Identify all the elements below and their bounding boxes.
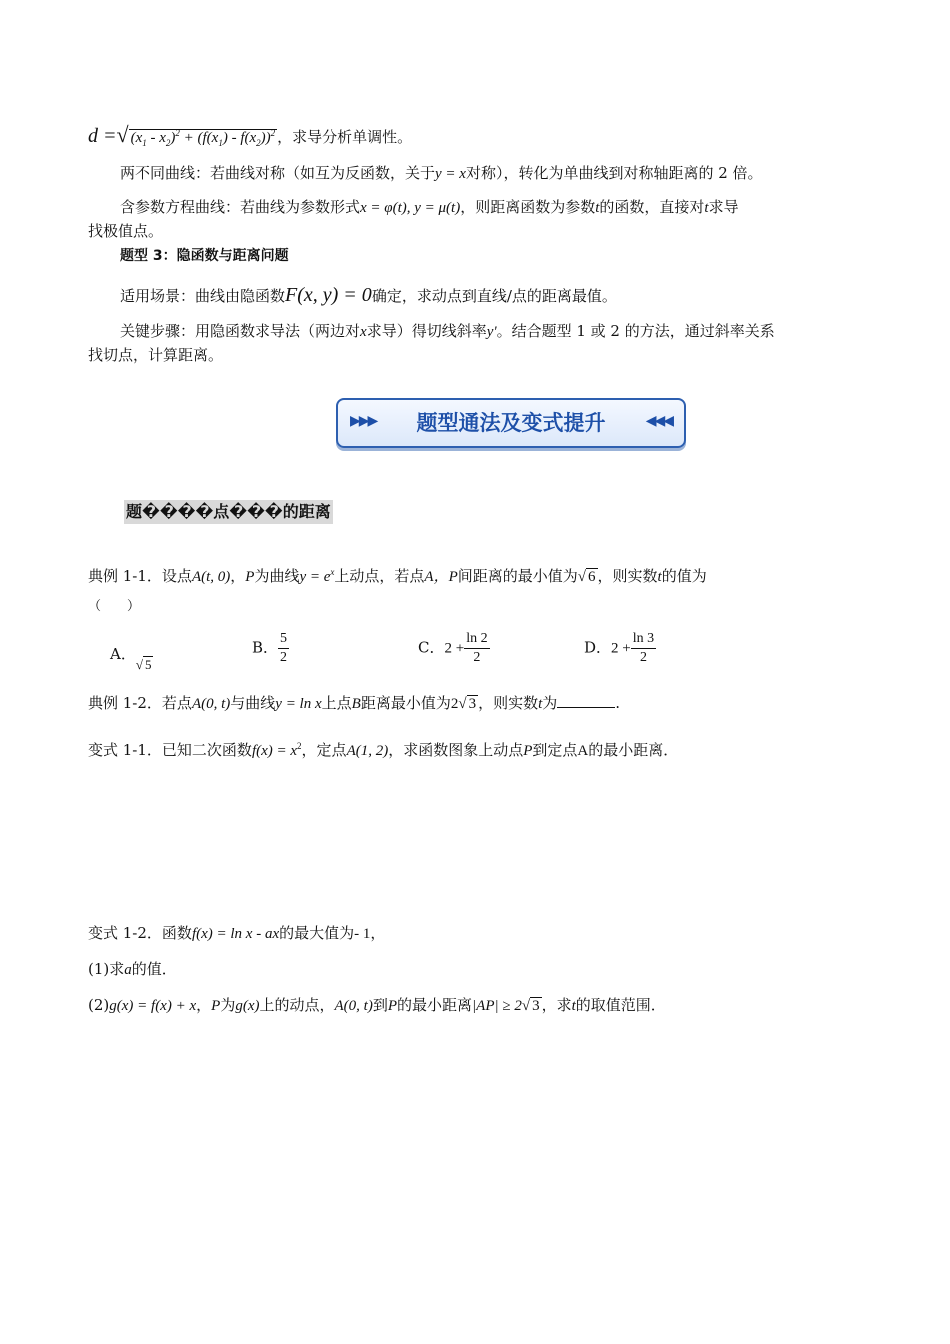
exponent-x: x [330,567,335,577]
option-a-label: A． [110,645,136,663]
banner-left-arrows-icon: ▶▶▶ [350,413,377,429]
example-1-1-text-f: 的值为 [661,567,707,585]
option-c-label: C． [418,638,445,657]
option-a-value: 5 [144,657,152,672]
key-steps-text-a: 关键步骤：用隐函数求导法（两边对 [120,322,361,340]
example-1-2-text-e: 为 [542,694,558,712]
symmetry-line-y-eq-x: y = x [435,166,466,182]
point-A-t-0: A(t, 0) [191,569,231,585]
question-2-comma: ， [196,996,212,1014]
answer-blank[interactable] [557,693,615,708]
variant-1-1-text-d: 的最小距离． [588,741,679,759]
section-banner [336,398,686,448]
question-2-text-f: 的最小距离 [397,996,473,1014]
variant-1-1-label: 变式 1-1．已知二次函数 [88,741,252,759]
implicit-scene-text-a: 适用场景：曲线由隐函数 [120,287,286,305]
question-1 [88,958,868,981]
implicit-equation: F(x, y) = 0 [285,284,372,306]
option-b-label: B． [252,638,279,657]
example-1-1-text-c: 上动点，若点 [334,567,425,585]
max-value-minus-1: - 1 [354,926,371,942]
variant-1-2-text-b: ， [370,924,386,942]
option-d-den: 2 [639,650,647,665]
example-1-2: 典例 1-2．若点A(0, t)与曲线y = ln x上点B距离最小值为2√ 3 ，则实数t为 . [88,694,621,712]
point-B: B [351,696,361,712]
parametric-text-c: 的函数，直接对 [599,198,705,216]
example-1-2-text-d: ，则实数 [478,694,539,712]
variant-1-1 [88,735,868,762]
question-1-text-a: (1)求 [88,960,125,978]
curve-y-eq-ln-x: y = ln x [275,696,322,712]
function-f-x-eq-x: f(x) = x [251,743,298,759]
example-1-1-text-e: ，则实数 [597,567,658,585]
two-curves-text-b: 对称），转化为单曲线到对称轴距离的 2 倍。 [465,164,763,182]
function-f-ln-x-minus-ax: f(x) = ln x - ax [191,926,280,942]
option-b[interactable] [252,630,289,667]
example-1-2-text-c: 距离最小值为 [360,694,451,712]
banner-right-arrows-icon: ◀◀◀ [645,413,672,429]
sqrt-3: 3 [468,696,477,712]
var-a: a [124,962,132,978]
point-A-0-t: A(0, t) [191,696,231,712]
var-x: x [360,324,367,340]
question-2-text-c: 为 [220,996,236,1014]
point-A-label: A [577,743,589,759]
var-t-2: t [538,696,543,712]
answer-paren: （ ） [88,599,141,614]
example-1-2-text-a: 与曲线 [230,694,276,712]
key-steps-paragraph-line2: 找切点，计算距离。 [88,346,224,364]
question-2-text-e: 到 [372,996,388,1014]
variant-1-1-text-b: ，求函数图象上动点 [388,741,524,759]
coef-2: 2 [450,696,459,712]
example-1-1: 典例 1-1．设点A(t, 0)，P为曲线$y = e^x$上动点，若点A，P间距离的最小值为√ 6 ，则实数t的值为 [88,567,707,585]
parametric-equation: x = φ(t), y = μ(t) [360,200,461,216]
two-curves-text-a: 两不同曲线：若曲线对称（如互为反函数，关于 [120,164,436,182]
curve-y-eq-e: y = e [299,569,331,585]
variant-1-2-text-a: 的最大值为 [279,924,355,942]
question-2-label: (2) [88,996,110,1014]
point-P-3: P [211,998,221,1014]
example-1-1-comma: ， [230,567,246,585]
option-b-den: 2 [280,650,288,665]
function-g: g(x) = f(x) + x [109,998,197,1014]
variant-1-2 [88,922,868,945]
option-c-fraction [464,630,489,667]
question-2-text-g: ，求 [541,996,572,1014]
implicit-scene-paragraph [120,284,900,307]
option-c-pre: 2 + [444,640,465,657]
variant-1-1-text-a: ，定点 [301,741,347,759]
question-2-text-d: 上的动点， [259,996,335,1014]
sqrt-6: 6 [588,569,596,585]
option-a[interactable]: A．√ 5 [110,645,152,672]
example-1-2-end: . [615,694,621,712]
key-steps-text-b: 求导）得切线斜率 [366,322,487,340]
parametric-text-b: ，则距离函数为参数 [460,198,596,216]
key-steps-paragraph [120,320,900,343]
inequality-AP: |AP| ≥ 2 [472,998,522,1014]
option-d[interactable] [584,630,656,667]
option-b-fraction [278,630,289,667]
exponent-2: 2 [297,741,302,751]
option-c-num: ln 2 [464,630,489,649]
question-2: (2)g(x) = f(x) + x，P为g(x)上的动点，A(0, t)到P的最小距离|AP| ≥ 2√ 3 ，求t的取值范围． [88,996,666,1014]
distance-formula-lhs: d = [88,125,117,147]
banner-title: 题型通法及变式提升 [416,411,606,435]
point-P-2: P [523,743,533,759]
parametric-text-d: 求导 [708,198,739,216]
param-t: t [595,200,600,216]
question-2-text-h: 的取值范围． [575,996,666,1014]
point-P-4: P [387,998,398,1014]
option-c[interactable] [418,630,490,667]
distance-formula-line: d =√ $(x_1 - x_2)^2 + (f(x_1) - f(x_2))^2$ ，求导分析单调性。 [88,122,413,148]
param-t-2: t [704,200,709,216]
distance-formula-radicand: $(x_1 - x_2)^2 + (f(x_1) - f(x_2))^2$ [130,128,276,148]
section-title-point-distance: 题����点���的距离 [124,500,333,524]
points-A-P: A，P [424,569,458,585]
question-1-text-b: 的值． [131,960,177,978]
parametric-paragraph [120,196,900,219]
example-1-2-text-b: 上点 [321,694,352,712]
parametric-paragraph-line2: 找极值点。 [88,222,164,240]
point-P: P [245,569,255,585]
option-d-pre: 2 + [611,640,631,657]
two-curves-paragraph [120,162,900,185]
option-d-label: D． [584,638,612,657]
variant-1-2-label: 变式 1-2．函数 [88,924,192,942]
option-c-den: 2 [473,650,481,665]
option-d-fraction [631,630,656,667]
point-A-1-2: A(1, 2) [346,743,389,759]
var-t: t [657,569,662,585]
option-d-num: ln 3 [631,630,656,649]
example-1-2-label: 典例 1-2．若点 [88,694,192,712]
variant-1-1-text-c: 到定点 [532,741,578,759]
parametric-text-a: 含参数方程曲线：若曲线为参数形式 [120,198,361,216]
distance-formula-tail: ，求导分析单调性。 [277,128,413,146]
sqrt-3-2: 3 [532,998,540,1014]
option-b-num: 5 [278,630,289,649]
point-A-0-t-2: A(0, t) [334,998,373,1014]
example-1-1-label: 典例 1-1．设点 [88,567,192,585]
function-g-x: g(x) [235,998,260,1014]
section-heading-type3: 题型 3：隐函数与距离问题 [120,248,289,264]
implicit-scene-text-b: 确定，求动点到直线/点的距离最值。 [371,287,617,305]
example-1-1-text-d: 间距离的最小值为 [457,567,578,585]
key-steps-text-c: 。结合题型 1 或 2 的方法，通过斜率关系 [496,322,775,340]
derivative-y-prime: y' [486,324,497,340]
example-1-1-text-b: 为曲线 [254,567,300,585]
var-t-3: t [571,998,576,1014]
